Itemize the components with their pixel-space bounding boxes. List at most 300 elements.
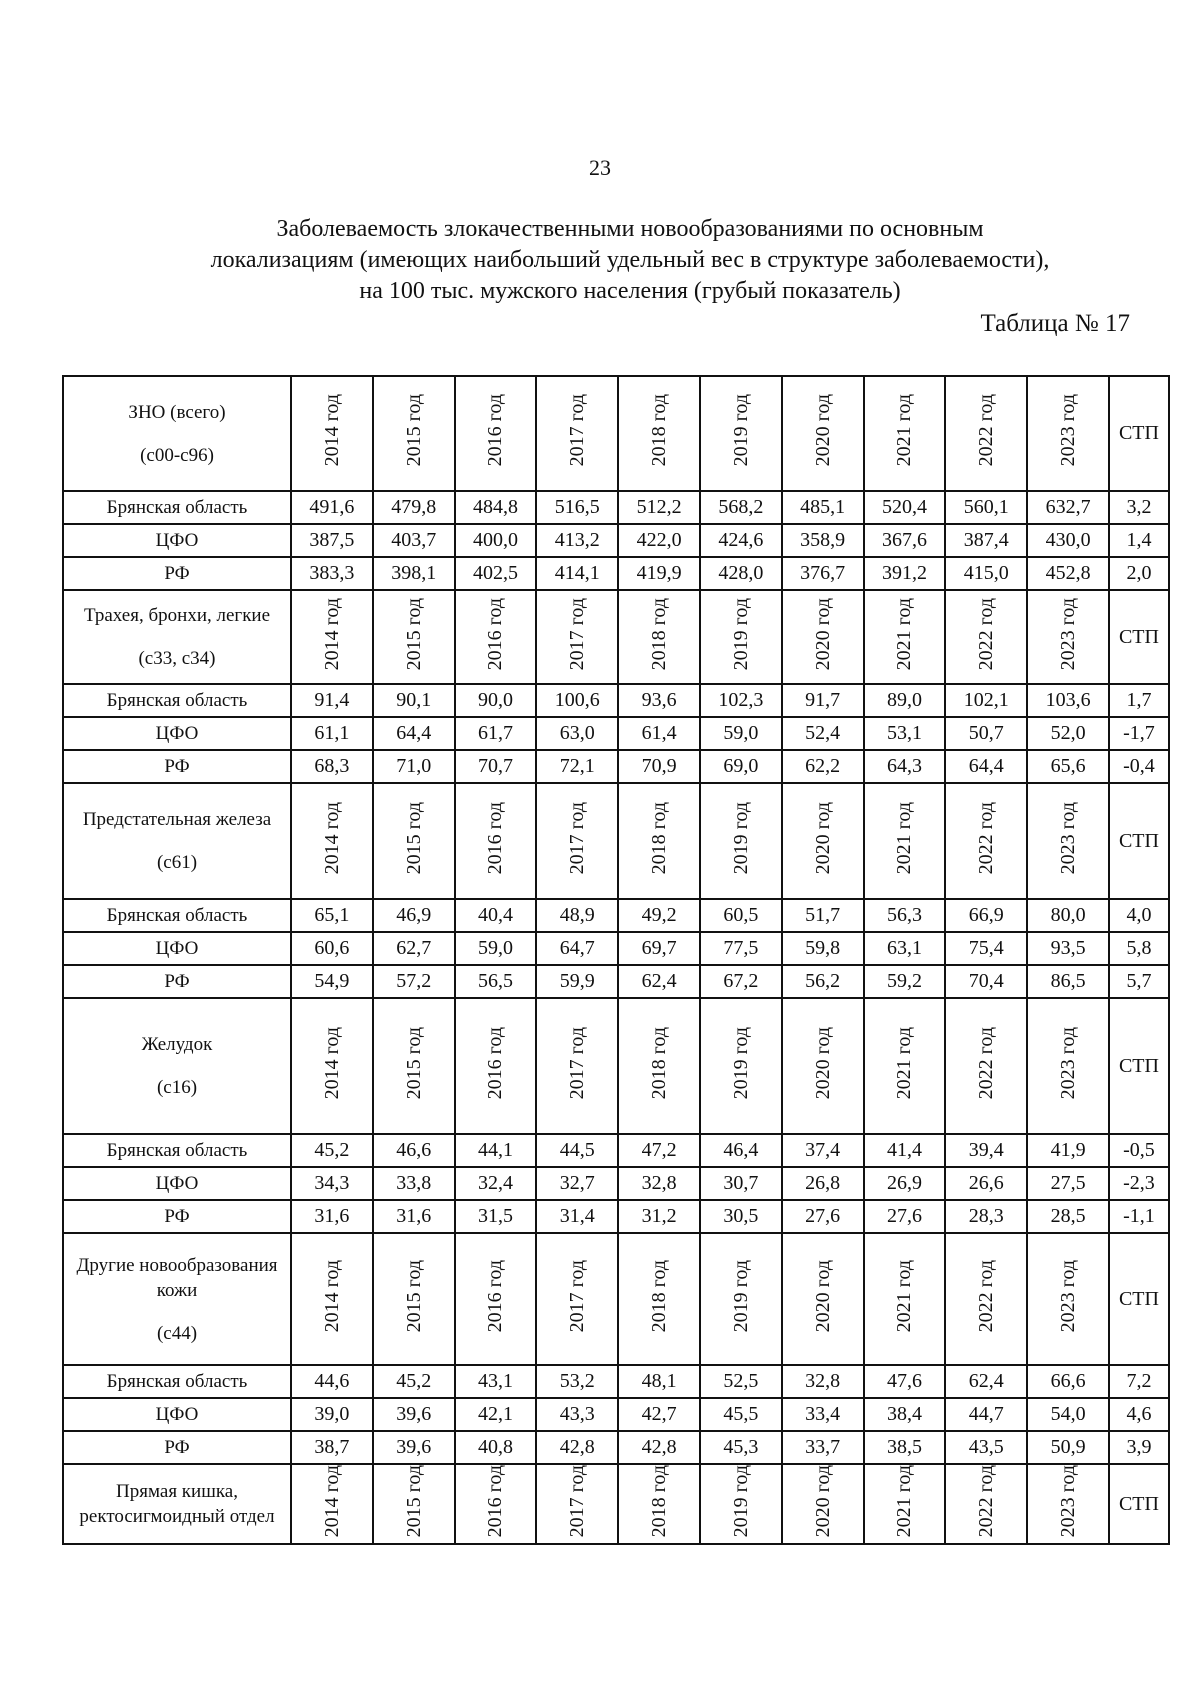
year-header-cell	[373, 998, 455, 1134]
year-header-cell	[373, 1464, 455, 1544]
section-name: Прямая кишка, ректосигмоидный отдел	[79, 1481, 275, 1528]
year-header: 2017 год	[566, 801, 589, 875]
value-cell: 45,3	[700, 1431, 782, 1464]
year-header: 2020 год	[811, 1465, 834, 1538]
value-cell: 430,0	[1027, 524, 1109, 557]
value-cell: 63,1	[864, 932, 946, 965]
value-cell: 414,1	[536, 557, 618, 590]
table-row	[63, 965, 1169, 998]
value-cell: 90,0	[455, 684, 537, 717]
year-header-cell	[782, 998, 864, 1134]
title-line: на 100 тыс. мужского населения (грубый показатель)	[359, 278, 901, 304]
table-row	[63, 932, 1169, 965]
stp-header: СТП	[1118, 1492, 1159, 1515]
value-cell: 452,8	[1027, 557, 1109, 590]
year-header: 2020 год	[811, 801, 834, 875]
section-name-cell	[63, 1233, 291, 1365]
value-cell: 39,4	[945, 1134, 1027, 1167]
section-name: Желудок	[141, 1034, 213, 1055]
region-name: ЦФО	[63, 932, 291, 965]
year-header: 2019 год	[729, 1465, 752, 1538]
year-header-cell	[945, 1233, 1027, 1365]
table-label: Таблица № 17	[980, 310, 1130, 337]
value-cell: 61,7	[455, 717, 537, 750]
year-header: 2022 год	[975, 597, 998, 671]
year-header-cell	[455, 1464, 537, 1544]
year-header-cell	[782, 590, 864, 684]
table-row	[63, 1134, 1169, 1167]
table-row	[63, 1398, 1169, 1431]
year-header: 2016 год	[484, 597, 507, 671]
value-cell: 491,6	[291, 491, 373, 524]
year-header-cell	[291, 1464, 373, 1544]
stp-header: СТП	[1118, 422, 1159, 444]
year-header: 2019 год	[729, 597, 752, 671]
value-cell: 34,3	[291, 1167, 373, 1200]
value-cell: 42,8	[618, 1431, 700, 1464]
value-cell: 77,5	[700, 932, 782, 965]
value-cell: 39,6	[373, 1398, 455, 1431]
value-cell: 45,2	[291, 1134, 373, 1167]
stp-header-cell	[1109, 1464, 1169, 1544]
year-header: 2015 год	[402, 801, 425, 875]
value-cell: 479,8	[373, 491, 455, 524]
region-name: Брянская область	[63, 491, 291, 524]
table-row	[63, 899, 1169, 932]
incidence-table	[62, 375, 1170, 1545]
year-header: 2020 год	[811, 597, 834, 671]
value-cell: 64,4	[945, 750, 1027, 783]
value-cell: 43,3	[536, 1398, 618, 1431]
value-cell: 59,0	[455, 932, 537, 965]
value-cell: 27,6	[864, 1200, 946, 1233]
table-row	[63, 524, 1169, 557]
value-cell: 33,4	[782, 1398, 864, 1431]
value-cell: 72,1	[536, 750, 618, 783]
section-header-row	[63, 1233, 1169, 1365]
value-cell: 46,4	[700, 1134, 782, 1167]
value-cell: 26,6	[945, 1167, 1027, 1200]
stp-value-cell: 4,0	[1109, 899, 1169, 932]
value-cell: 31,5	[455, 1200, 537, 1233]
year-header-cell	[618, 376, 700, 491]
value-cell: 46,6	[373, 1134, 455, 1167]
year-header: 2019 год	[729, 394, 752, 467]
year-header-cell	[945, 376, 1027, 491]
value-cell: 39,0	[291, 1398, 373, 1431]
year-header-cell	[536, 376, 618, 491]
year-header-cell	[782, 1233, 864, 1365]
year-header-cell	[618, 998, 700, 1134]
region-name: РФ	[63, 557, 291, 590]
stp-value-cell: 2,0	[1109, 557, 1169, 590]
section-header-row	[63, 590, 1169, 684]
section-name: Другие новообразования кожи	[76, 1254, 278, 1301]
section-header-row	[63, 783, 1169, 899]
year-header-cell	[291, 376, 373, 491]
year-header-cell	[700, 376, 782, 491]
value-cell: 93,5	[1027, 932, 1109, 965]
value-cell: 31,4	[536, 1200, 618, 1233]
value-cell: 44,6	[291, 1365, 373, 1398]
section-code: (с00-с96)	[140, 444, 214, 466]
year-header-cell	[700, 783, 782, 899]
year-header: 2014 год	[320, 801, 343, 875]
stp-value-cell: 1,4	[1109, 524, 1169, 557]
year-header-cell	[291, 1233, 373, 1365]
title-line: локализациям (имеющих наибольший удельный вес в структуре заболеваемости),	[210, 247, 1050, 273]
value-cell: 402,5	[455, 557, 537, 590]
value-cell: 42,8	[536, 1431, 618, 1464]
year-header: 2018 год	[648, 1465, 671, 1538]
stp-value-cell: -1,7	[1109, 717, 1169, 750]
year-header-cell	[945, 1464, 1027, 1544]
value-cell: 60,5	[700, 899, 782, 932]
year-header: 2019 год	[729, 1259, 752, 1333]
year-header-cell	[700, 1233, 782, 1365]
region-name: РФ	[63, 965, 291, 998]
value-cell: 560,1	[945, 491, 1027, 524]
value-cell: 568,2	[700, 491, 782, 524]
value-cell: 32,4	[455, 1167, 537, 1200]
value-cell: 31,2	[618, 1200, 700, 1233]
year-header: 2018 год	[648, 1026, 671, 1100]
stp-value-cell: -1,1	[1109, 1200, 1169, 1233]
year-header: 2014 год	[320, 1465, 343, 1538]
year-header-cell	[291, 590, 373, 684]
value-cell: 26,9	[864, 1167, 946, 1200]
year-header-cell	[618, 783, 700, 899]
region-name: Брянская область	[63, 899, 291, 932]
table-row	[63, 491, 1169, 524]
value-cell: 102,1	[945, 684, 1027, 717]
value-cell: 47,2	[618, 1134, 700, 1167]
section-name-cell	[63, 998, 291, 1134]
value-cell: 30,5	[700, 1200, 782, 1233]
value-cell: 69,7	[618, 932, 700, 965]
value-cell: 52,4	[782, 717, 864, 750]
year-header-cell	[700, 590, 782, 684]
value-cell: 50,9	[1027, 1431, 1109, 1464]
year-header-cell	[373, 590, 455, 684]
value-cell: 93,6	[618, 684, 700, 717]
value-cell: 428,0	[700, 557, 782, 590]
year-header-cell	[455, 1233, 537, 1365]
value-cell: 387,5	[291, 524, 373, 557]
value-cell: 40,8	[455, 1431, 537, 1464]
year-header: 2023 год	[1057, 1465, 1080, 1538]
value-cell: 71,0	[373, 750, 455, 783]
value-cell: 484,8	[455, 491, 537, 524]
section-name-cell	[63, 1464, 291, 1544]
year-header-cell	[945, 590, 1027, 684]
value-cell: 28,5	[1027, 1200, 1109, 1233]
value-cell: 44,7	[945, 1398, 1027, 1431]
year-header: 2018 год	[648, 597, 671, 671]
table-row	[63, 1167, 1169, 1200]
page-number: 23	[589, 155, 611, 180]
year-header: 2021 год	[893, 801, 916, 875]
year-header: 2019 год	[729, 801, 752, 875]
value-cell: 28,3	[945, 1200, 1027, 1233]
value-cell: 26,8	[782, 1167, 864, 1200]
year-header: 2021 год	[893, 597, 916, 671]
year-header: 2017 год	[566, 394, 589, 467]
stp-header-cell	[1109, 998, 1169, 1134]
value-cell: 65,6	[1027, 750, 1109, 783]
value-cell: 59,0	[700, 717, 782, 750]
section-name-cell	[63, 590, 291, 684]
year-header-cell	[782, 376, 864, 491]
year-header: 2014 год	[320, 1259, 343, 1333]
section-code: (с61)	[156, 852, 198, 873]
stp-value-cell: 3,2	[1109, 491, 1169, 524]
title-line: Заболеваемость злокачественными новообразованиями по основным	[276, 216, 984, 242]
table-row	[63, 1431, 1169, 1464]
value-cell: 52,0	[1027, 717, 1109, 750]
value-cell: 62,7	[373, 932, 455, 965]
year-header: 2016 год	[484, 1026, 507, 1100]
year-header-cell	[618, 590, 700, 684]
value-cell: 48,1	[618, 1365, 700, 1398]
stp-value-cell: 4,6	[1109, 1398, 1169, 1431]
year-header-cell	[864, 783, 946, 899]
stp-header-cell	[1109, 376, 1169, 491]
year-header-cell	[536, 783, 618, 899]
year-header: 2014 год	[320, 1026, 343, 1100]
value-cell: 516,5	[536, 491, 618, 524]
year-header-cell	[782, 783, 864, 899]
value-cell: 400,0	[455, 524, 537, 557]
stp-value-cell: -0,5	[1109, 1134, 1169, 1167]
value-cell: 42,7	[618, 1398, 700, 1431]
year-header: 2022 год	[975, 1026, 998, 1100]
table-row	[63, 750, 1169, 783]
value-cell: 70,9	[618, 750, 700, 783]
region-name: Брянская область	[63, 684, 291, 717]
section-code: (с33, с34)	[138, 648, 216, 669]
year-header-cell	[700, 1464, 782, 1544]
year-header: 2016 год	[484, 394, 507, 467]
year-header: 2023 год	[1057, 1026, 1080, 1100]
value-cell: 33,7	[782, 1431, 864, 1464]
year-header: 2017 год	[566, 597, 589, 671]
value-cell: 103,6	[1027, 684, 1109, 717]
value-cell: 62,4	[618, 965, 700, 998]
year-header: 2020 год	[811, 1026, 834, 1100]
year-header-cell	[864, 998, 946, 1134]
section-name-cell	[63, 376, 291, 491]
section-name: ЗНО (всего)	[128, 401, 226, 423]
year-header-cell	[782, 1464, 864, 1544]
stp-value-cell: -0,4	[1109, 750, 1169, 783]
value-cell: 59,8	[782, 932, 864, 965]
value-cell: 62,4	[945, 1365, 1027, 1398]
year-header-cell	[1027, 590, 1109, 684]
section-header-row	[63, 1464, 1169, 1544]
year-header: 2020 год	[811, 1259, 834, 1333]
region-name: ЦФО	[63, 524, 291, 557]
value-cell: 512,2	[618, 491, 700, 524]
value-cell: 56,2	[782, 965, 864, 998]
table-row	[63, 1200, 1169, 1233]
year-header-cell	[864, 590, 946, 684]
value-cell: 38,7	[291, 1431, 373, 1464]
value-cell: 43,1	[455, 1365, 537, 1398]
year-header: 2015 год	[402, 1465, 425, 1538]
year-header-cell	[700, 998, 782, 1134]
year-header: 2015 год	[402, 1259, 425, 1333]
value-cell: 70,4	[945, 965, 1027, 998]
value-cell: 45,5	[700, 1398, 782, 1431]
value-cell: 49,2	[618, 899, 700, 932]
value-cell: 90,1	[373, 684, 455, 717]
region-name: РФ	[63, 1200, 291, 1233]
value-cell: 358,9	[782, 524, 864, 557]
section-header-row	[63, 998, 1169, 1134]
year-header: 2023 год	[1057, 801, 1080, 875]
year-header-cell	[618, 1464, 700, 1544]
year-header: 2022 год	[975, 1465, 998, 1538]
value-cell: 41,9	[1027, 1134, 1109, 1167]
value-cell: 39,6	[373, 1431, 455, 1464]
value-cell: 50,7	[945, 717, 1027, 750]
region-name: Брянская область	[63, 1134, 291, 1167]
year-header-cell	[618, 1233, 700, 1365]
value-cell: 32,8	[618, 1167, 700, 1200]
value-cell: 367,6	[864, 524, 946, 557]
year-header-cell	[291, 783, 373, 899]
value-cell: 86,5	[1027, 965, 1109, 998]
year-header: 2017 год	[566, 1465, 589, 1538]
value-cell: 68,3	[291, 750, 373, 783]
value-cell: 64,7	[536, 932, 618, 965]
value-cell: 42,1	[455, 1398, 537, 1431]
value-cell: 63,0	[536, 717, 618, 750]
value-cell: 632,7	[1027, 491, 1109, 524]
section-code: (с16)	[156, 1077, 198, 1098]
stp-value-cell: 5,8	[1109, 932, 1169, 965]
stp-header-cell	[1109, 1233, 1169, 1365]
value-cell: 66,6	[1027, 1365, 1109, 1398]
value-cell: 67,2	[700, 965, 782, 998]
year-header: 2020 год	[811, 394, 834, 467]
section-name-cell	[63, 783, 291, 899]
stp-header-cell	[1109, 783, 1169, 899]
year-header-cell	[1027, 376, 1109, 491]
section-header-row	[63, 376, 1169, 491]
stp-value-cell: 7,2	[1109, 1365, 1169, 1398]
value-cell: 61,4	[618, 717, 700, 750]
year-header: 2019 год	[729, 1026, 752, 1100]
value-cell: 419,9	[618, 557, 700, 590]
section-code: (с44)	[156, 1322, 198, 1344]
table-row	[63, 1365, 1169, 1398]
value-cell: 38,4	[864, 1398, 946, 1431]
year-header: 2022 год	[975, 801, 998, 875]
value-cell: 383,3	[291, 557, 373, 590]
value-cell: 69,0	[700, 750, 782, 783]
value-cell: 45,2	[373, 1365, 455, 1398]
stp-header-cell	[1109, 590, 1169, 684]
year-header: 2014 год	[320, 597, 343, 671]
value-cell: 54,9	[291, 965, 373, 998]
value-cell: 48,9	[536, 899, 618, 932]
table-row	[63, 557, 1169, 590]
stp-header: СТП	[1118, 1054, 1159, 1077]
value-cell: 89,0	[864, 684, 946, 717]
section-name: Трахея, бронхи, легкие	[83, 605, 271, 626]
value-cell: 520,4	[864, 491, 946, 524]
value-cell: 41,4	[864, 1134, 946, 1167]
value-cell: 75,4	[945, 932, 1027, 965]
year-header-cell	[373, 1233, 455, 1365]
year-header-cell	[536, 1233, 618, 1365]
year-header-cell	[1027, 783, 1109, 899]
year-header-cell	[1027, 1464, 1109, 1544]
value-cell: 398,1	[373, 557, 455, 590]
year-header-cell	[536, 998, 618, 1134]
value-cell: 60,6	[291, 932, 373, 965]
value-cell: 403,7	[373, 524, 455, 557]
year-header-cell	[455, 376, 537, 491]
value-cell: 424,6	[700, 524, 782, 557]
table-row	[63, 717, 1169, 750]
stp-value-cell: 1,7	[1109, 684, 1169, 717]
year-header-cell	[864, 1464, 946, 1544]
year-header-cell	[455, 998, 537, 1134]
value-cell: 57,2	[373, 965, 455, 998]
section-name: Предстательная железа	[82, 809, 272, 830]
year-header: 2021 год	[893, 394, 916, 467]
value-cell: 59,9	[536, 965, 618, 998]
value-cell: 485,1	[782, 491, 864, 524]
year-header-cell	[536, 1464, 618, 1544]
value-cell: 51,7	[782, 899, 864, 932]
year-header-cell	[1027, 1233, 1109, 1365]
region-name: ЦФО	[63, 717, 291, 750]
value-cell: 27,5	[1027, 1167, 1109, 1200]
year-header-cell	[945, 783, 1027, 899]
value-cell: 376,7	[782, 557, 864, 590]
year-header-cell	[373, 783, 455, 899]
value-cell: 47,6	[864, 1365, 946, 1398]
value-cell: 66,9	[945, 899, 1027, 932]
year-header: 2021 год	[893, 1259, 916, 1333]
year-header: 2021 год	[893, 1465, 916, 1538]
year-header: 2023 год	[1057, 597, 1080, 671]
year-header: 2015 год	[402, 394, 425, 467]
value-cell: 32,7	[536, 1167, 618, 1200]
year-header-cell	[536, 590, 618, 684]
year-header: 2018 год	[648, 1259, 671, 1333]
year-header: 2023 год	[1057, 394, 1080, 467]
value-cell: 53,1	[864, 717, 946, 750]
year-header-cell	[864, 1233, 946, 1365]
value-cell: 70,7	[455, 750, 537, 783]
year-header: 2018 год	[648, 801, 671, 875]
value-cell: 64,4	[373, 717, 455, 750]
stp-header: СТП	[1118, 1287, 1159, 1310]
value-cell: 44,5	[536, 1134, 618, 1167]
year-header: 2016 год	[484, 1465, 507, 1538]
year-header: 2022 год	[975, 1259, 998, 1333]
value-cell: 54,0	[1027, 1398, 1109, 1431]
value-cell: 413,2	[536, 524, 618, 557]
value-cell: 40,4	[455, 899, 537, 932]
year-header: 2016 год	[484, 1259, 507, 1333]
year-header-cell	[291, 998, 373, 1134]
